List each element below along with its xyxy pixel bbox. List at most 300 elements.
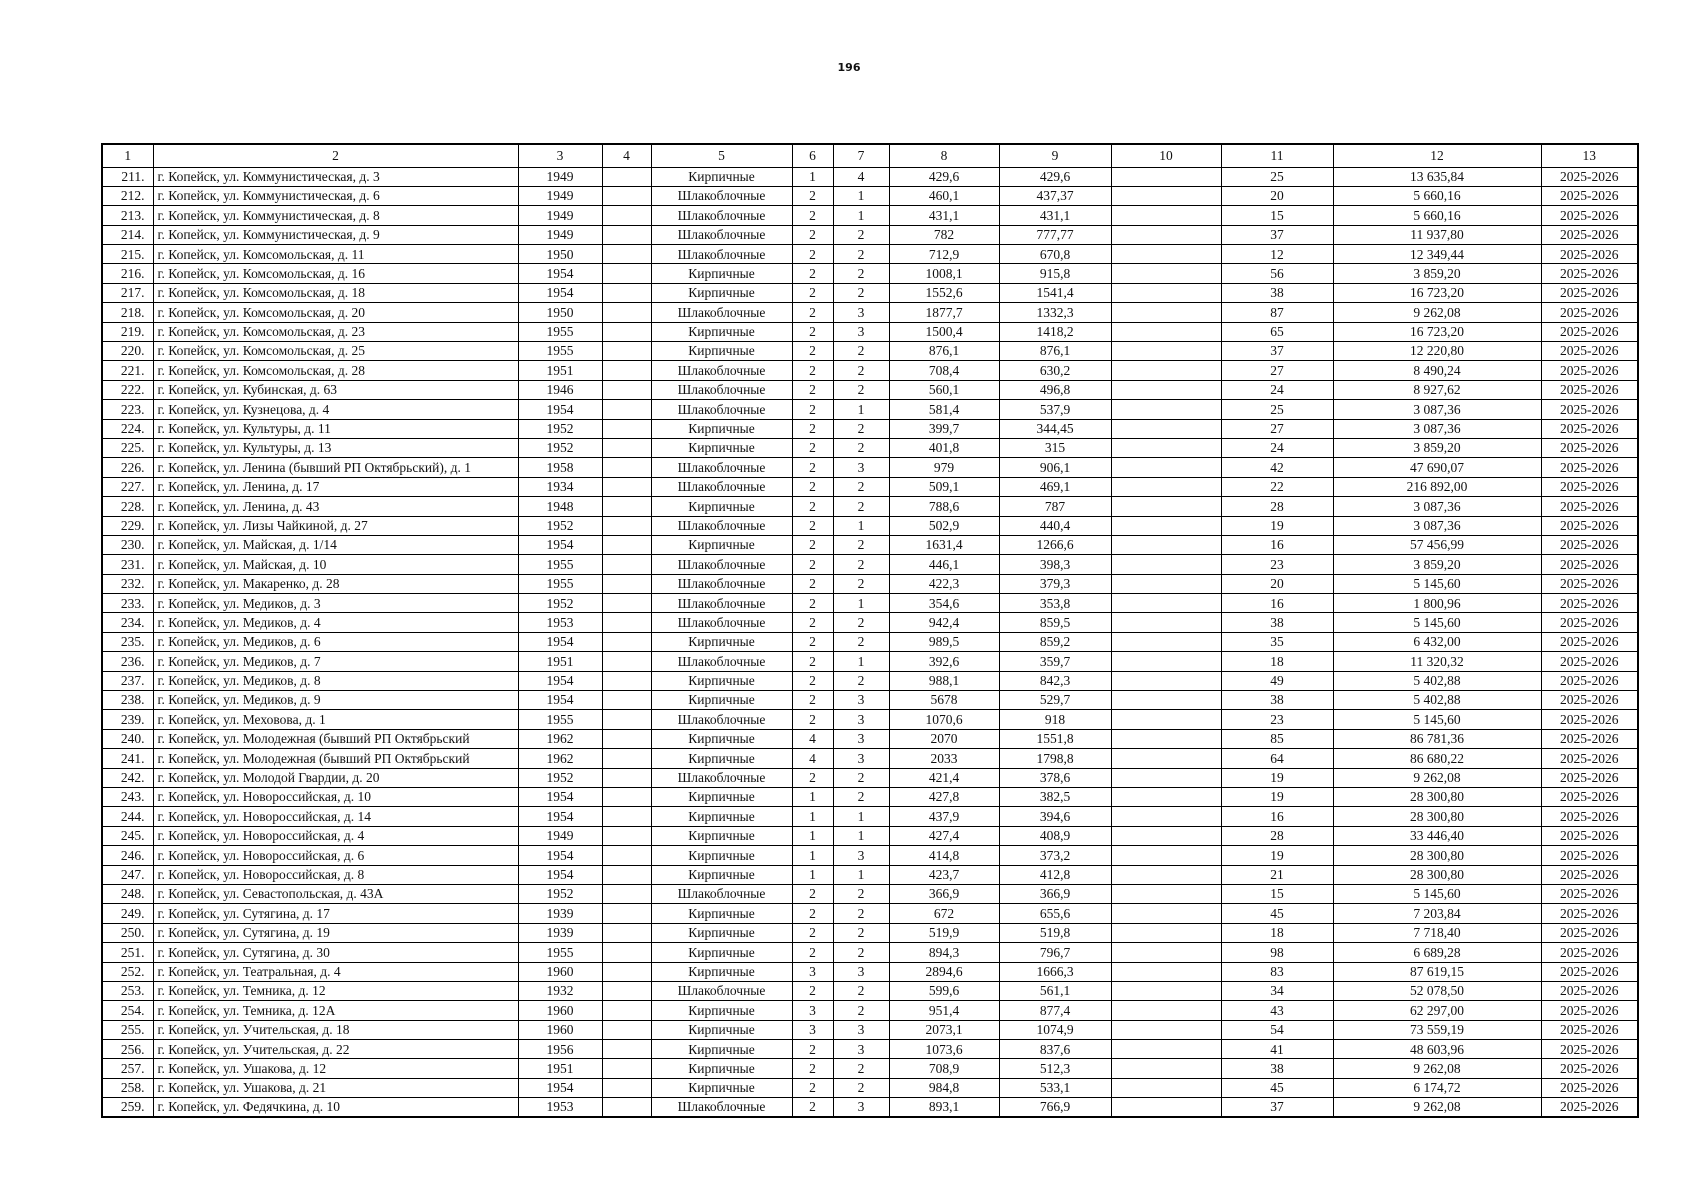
year-cell: 1951 bbox=[518, 1059, 602, 1078]
col6-cell: 1 bbox=[792, 865, 833, 884]
col12-cell: 3 859,20 bbox=[1333, 438, 1541, 457]
header-cell: 12 bbox=[1333, 144, 1541, 167]
col12-cell: 6 174,72 bbox=[1333, 1078, 1541, 1097]
table-row bbox=[102, 594, 1638, 613]
col4-cell bbox=[602, 1078, 651, 1097]
col9-cell: 359,7 bbox=[999, 652, 1111, 671]
year-cell: 1949 bbox=[518, 225, 602, 244]
col4-cell bbox=[602, 671, 651, 690]
table-row bbox=[102, 361, 1638, 380]
col12-cell: 1 800,96 bbox=[1333, 594, 1541, 613]
address-cell: г. Копейск, ул. Майская, д. 1/14 bbox=[153, 535, 518, 554]
col11-cell: 27 bbox=[1221, 361, 1333, 380]
col4-cell bbox=[602, 1001, 651, 1020]
col8-cell: 1073,6 bbox=[889, 1040, 999, 1059]
col11-cell: 35 bbox=[1221, 632, 1333, 651]
col10-cell bbox=[1111, 691, 1221, 710]
table-row bbox=[102, 981, 1638, 1000]
col11-cell: 38 bbox=[1221, 613, 1333, 632]
col11-cell: 18 bbox=[1221, 652, 1333, 671]
col4-cell bbox=[602, 1098, 651, 1117]
address-cell: г. Копейск, ул. Медиков, д. 4 bbox=[153, 613, 518, 632]
address-cell: г. Копейск, ул. Новороссийская, д. 8 bbox=[153, 865, 518, 884]
col4-cell bbox=[602, 826, 651, 845]
table-row bbox=[102, 419, 1638, 438]
header-cell: 5 bbox=[651, 144, 792, 167]
row-number-cell: 245. bbox=[102, 826, 153, 845]
col8-cell: 5678 bbox=[889, 691, 999, 710]
table-row bbox=[102, 768, 1638, 787]
row-number-cell: 247. bbox=[102, 865, 153, 884]
wall-material-cell: Шлакоблочные bbox=[651, 361, 792, 380]
col10-cell bbox=[1111, 729, 1221, 748]
col7-cell: 1 bbox=[833, 206, 889, 225]
col10-cell bbox=[1111, 264, 1221, 283]
table-row bbox=[102, 1059, 1638, 1078]
period-cell: 2025-2026 bbox=[1541, 477, 1638, 496]
table-row bbox=[102, 671, 1638, 690]
col6-cell: 2 bbox=[792, 1040, 833, 1059]
period-cell: 2025-2026 bbox=[1541, 865, 1638, 884]
period-cell: 2025-2026 bbox=[1541, 1020, 1638, 1039]
col9-cell: 315 bbox=[999, 438, 1111, 457]
row-number-cell: 243. bbox=[102, 788, 153, 807]
col11-cell: 12 bbox=[1221, 245, 1333, 264]
col11-cell: 19 bbox=[1221, 788, 1333, 807]
col11-cell: 38 bbox=[1221, 691, 1333, 710]
col12-cell: 13 635,84 bbox=[1333, 167, 1541, 186]
col9-cell: 561,1 bbox=[999, 981, 1111, 1000]
col12-cell: 47 690,07 bbox=[1333, 458, 1541, 477]
col6-cell: 2 bbox=[792, 923, 833, 942]
row-number-cell: 231. bbox=[102, 555, 153, 574]
col7-cell: 2 bbox=[833, 1078, 889, 1097]
col4-cell bbox=[602, 458, 651, 477]
address-cell: г. Копейск, ул. Комсомольская, д. 23 bbox=[153, 322, 518, 341]
header-cell: 7 bbox=[833, 144, 889, 167]
period-cell: 2025-2026 bbox=[1541, 671, 1638, 690]
col7-cell: 2 bbox=[833, 555, 889, 574]
col9-cell: 412,8 bbox=[999, 865, 1111, 884]
col4-cell bbox=[602, 981, 651, 1000]
address-cell: г. Копейск, ул. Комсомольская, д. 20 bbox=[153, 303, 518, 322]
col6-cell: 2 bbox=[792, 652, 833, 671]
period-cell: 2025-2026 bbox=[1541, 1059, 1638, 1078]
col4-cell bbox=[602, 361, 651, 380]
col10-cell bbox=[1111, 361, 1221, 380]
col10-cell bbox=[1111, 342, 1221, 361]
table-body bbox=[102, 167, 1638, 1117]
period-cell: 2025-2026 bbox=[1541, 826, 1638, 845]
col11-cell: 21 bbox=[1221, 865, 1333, 884]
col9-cell: 918 bbox=[999, 710, 1111, 729]
col12-cell: 11 320,32 bbox=[1333, 652, 1541, 671]
period-cell: 2025-2026 bbox=[1541, 884, 1638, 903]
header-cell: 6 bbox=[792, 144, 833, 167]
col4-cell bbox=[602, 264, 651, 283]
col6-cell: 3 bbox=[792, 962, 833, 981]
col7-cell: 2 bbox=[833, 1001, 889, 1020]
col9-cell: 366,9 bbox=[999, 884, 1111, 903]
period-cell: 2025-2026 bbox=[1541, 303, 1638, 322]
col11-cell: 64 bbox=[1221, 749, 1333, 768]
col8-cell: 2070 bbox=[889, 729, 999, 748]
period-cell: 2025-2026 bbox=[1541, 380, 1638, 399]
col4-cell bbox=[602, 1020, 651, 1039]
col10-cell bbox=[1111, 1098, 1221, 1117]
address-cell: г. Копейск, ул. Сутягина, д. 19 bbox=[153, 923, 518, 942]
wall-material-cell: Шлакоблочные bbox=[651, 594, 792, 613]
wall-material-cell: Шлакоблочные bbox=[651, 884, 792, 903]
col8-cell: 560,1 bbox=[889, 380, 999, 399]
row-number-cell: 238. bbox=[102, 691, 153, 710]
col11-cell: 54 bbox=[1221, 1020, 1333, 1039]
table-row bbox=[102, 555, 1638, 574]
col4-cell bbox=[602, 632, 651, 651]
col10-cell bbox=[1111, 943, 1221, 962]
col8-cell: 2033 bbox=[889, 749, 999, 768]
table-row bbox=[102, 904, 1638, 923]
col9-cell: 537,9 bbox=[999, 400, 1111, 419]
year-cell: 1960 bbox=[518, 1001, 602, 1020]
col4-cell bbox=[602, 710, 651, 729]
address-cell: г. Копейск, ул. Новороссийская, д. 6 bbox=[153, 846, 518, 865]
col8-cell: 788,6 bbox=[889, 497, 999, 516]
wall-material-cell: Кирпичные bbox=[651, 438, 792, 457]
col8-cell: 427,4 bbox=[889, 826, 999, 845]
col9-cell: 437,37 bbox=[999, 186, 1111, 205]
col12-cell: 3 087,36 bbox=[1333, 419, 1541, 438]
col7-cell: 3 bbox=[833, 1020, 889, 1039]
col9-cell: 496,8 bbox=[999, 380, 1111, 399]
col9-cell: 670,8 bbox=[999, 245, 1111, 264]
col9-cell: 630,2 bbox=[999, 361, 1111, 380]
col10-cell bbox=[1111, 535, 1221, 554]
col8-cell: 708,4 bbox=[889, 361, 999, 380]
address-cell: г. Копейск, ул. Коммунистическая, д. 3 bbox=[153, 167, 518, 186]
col4-cell bbox=[602, 613, 651, 632]
col11-cell: 24 bbox=[1221, 438, 1333, 457]
col4-cell bbox=[602, 400, 651, 419]
table-row bbox=[102, 497, 1638, 516]
row-number-cell: 215. bbox=[102, 245, 153, 264]
table-row bbox=[102, 206, 1638, 225]
header-cell: 3 bbox=[518, 144, 602, 167]
period-cell: 2025-2026 bbox=[1541, 943, 1638, 962]
col9-cell: 440,4 bbox=[999, 516, 1111, 535]
row-number-cell: 240. bbox=[102, 729, 153, 748]
year-cell: 1954 bbox=[518, 283, 602, 302]
col4-cell bbox=[602, 342, 651, 361]
col10-cell bbox=[1111, 884, 1221, 903]
col11-cell: 38 bbox=[1221, 1059, 1333, 1078]
wall-material-cell: Кирпичные bbox=[651, 1040, 792, 1059]
col11-cell: 28 bbox=[1221, 497, 1333, 516]
col11-cell: 37 bbox=[1221, 1098, 1333, 1117]
period-cell: 2025-2026 bbox=[1541, 691, 1638, 710]
col9-cell: 382,5 bbox=[999, 788, 1111, 807]
col9-cell: 906,1 bbox=[999, 458, 1111, 477]
col8-cell: 427,8 bbox=[889, 788, 999, 807]
period-cell: 2025-2026 bbox=[1541, 923, 1638, 942]
col11-cell: 25 bbox=[1221, 400, 1333, 419]
col11-cell: 20 bbox=[1221, 186, 1333, 205]
col9-cell: 469,1 bbox=[999, 477, 1111, 496]
col4-cell bbox=[602, 1059, 651, 1078]
col10-cell bbox=[1111, 613, 1221, 632]
col8-cell: 894,3 bbox=[889, 943, 999, 962]
table-row bbox=[102, 535, 1638, 554]
wall-material-cell: Шлакоблочные bbox=[651, 400, 792, 419]
col7-cell: 2 bbox=[833, 768, 889, 787]
wall-material-cell: Кирпичные bbox=[651, 1059, 792, 1078]
row-number-cell: 237. bbox=[102, 671, 153, 690]
col10-cell bbox=[1111, 438, 1221, 457]
col9-cell: 398,3 bbox=[999, 555, 1111, 574]
col7-cell: 1 bbox=[833, 516, 889, 535]
period-cell: 2025-2026 bbox=[1541, 283, 1638, 302]
period-cell: 2025-2026 bbox=[1541, 186, 1638, 205]
row-number-cell: 225. bbox=[102, 438, 153, 457]
col6-cell: 2 bbox=[792, 186, 833, 205]
row-number-cell: 214. bbox=[102, 225, 153, 244]
wall-material-cell: Кирпичные bbox=[651, 826, 792, 845]
col11-cell: 15 bbox=[1221, 884, 1333, 903]
table-row bbox=[102, 652, 1638, 671]
col9-cell: 373,2 bbox=[999, 846, 1111, 865]
col11-cell: 27 bbox=[1221, 419, 1333, 438]
year-cell: 1954 bbox=[518, 691, 602, 710]
col12-cell: 5 402,88 bbox=[1333, 691, 1541, 710]
col11-cell: 28 bbox=[1221, 826, 1333, 845]
table-row bbox=[102, 438, 1638, 457]
col6-cell: 2 bbox=[792, 574, 833, 593]
col9-cell: 512,3 bbox=[999, 1059, 1111, 1078]
wall-material-cell: Кирпичные bbox=[651, 342, 792, 361]
col6-cell: 2 bbox=[792, 1098, 833, 1117]
table-row bbox=[102, 1098, 1638, 1117]
period-cell: 2025-2026 bbox=[1541, 1098, 1638, 1117]
col6-cell: 2 bbox=[792, 1059, 833, 1078]
col6-cell: 2 bbox=[792, 245, 833, 264]
address-cell: г. Копейск, ул. Сутягина, д. 30 bbox=[153, 943, 518, 962]
col9-cell: 344,45 bbox=[999, 419, 1111, 438]
col11-cell: 49 bbox=[1221, 671, 1333, 690]
header-cell: 4 bbox=[602, 144, 651, 167]
header-cell: 10 bbox=[1111, 144, 1221, 167]
col10-cell bbox=[1111, 768, 1221, 787]
year-cell: 1954 bbox=[518, 1078, 602, 1097]
col11-cell: 16 bbox=[1221, 594, 1333, 613]
table-row bbox=[102, 225, 1638, 244]
col4-cell bbox=[602, 167, 651, 186]
wall-material-cell: Кирпичные bbox=[651, 1020, 792, 1039]
col10-cell bbox=[1111, 1020, 1221, 1039]
address-cell: г. Копейск, ул. Молодежная (бывший РП Октябрьский bbox=[153, 749, 518, 768]
wall-material-cell: Шлакоблочные bbox=[651, 186, 792, 205]
col10-cell bbox=[1111, 245, 1221, 264]
row-number-cell: 253. bbox=[102, 981, 153, 1000]
col11-cell: 16 bbox=[1221, 807, 1333, 826]
col8-cell: 1877,7 bbox=[889, 303, 999, 322]
row-number-cell: 212. bbox=[102, 186, 153, 205]
col7-cell: 2 bbox=[833, 477, 889, 496]
wall-material-cell: Шлакоблочные bbox=[651, 652, 792, 671]
wall-material-cell: Шлакоблочные bbox=[651, 555, 792, 574]
table-row bbox=[102, 477, 1638, 496]
col9-cell: 1541,4 bbox=[999, 283, 1111, 302]
page-number: 196 bbox=[837, 61, 861, 74]
col4-cell bbox=[602, 283, 651, 302]
col12-cell: 9 262,08 bbox=[1333, 1098, 1541, 1117]
col4-cell bbox=[602, 438, 651, 457]
col11-cell: 45 bbox=[1221, 904, 1333, 923]
row-number-cell: 252. bbox=[102, 962, 153, 981]
address-cell: г. Копейск, ул. Коммунистическая, д. 8 bbox=[153, 206, 518, 225]
col7-cell: 3 bbox=[833, 691, 889, 710]
col7-cell: 4 bbox=[833, 167, 889, 186]
period-cell: 2025-2026 bbox=[1541, 846, 1638, 865]
wall-material-cell: Шлакоблочные bbox=[651, 516, 792, 535]
col7-cell: 1 bbox=[833, 826, 889, 845]
table-row bbox=[102, 1020, 1638, 1039]
col9-cell: 379,3 bbox=[999, 574, 1111, 593]
wall-material-cell: Кирпичные bbox=[651, 419, 792, 438]
col11-cell: 25 bbox=[1221, 167, 1333, 186]
address-cell: г. Копейск, ул. Темника, д. 12А bbox=[153, 1001, 518, 1020]
wall-material-cell: Шлакоблочные bbox=[651, 1098, 792, 1117]
col10-cell bbox=[1111, 652, 1221, 671]
col4-cell bbox=[602, 904, 651, 923]
col7-cell: 2 bbox=[833, 981, 889, 1000]
col9-cell: 533,1 bbox=[999, 1078, 1111, 1097]
col9-cell: 353,8 bbox=[999, 594, 1111, 613]
col10-cell bbox=[1111, 225, 1221, 244]
col7-cell: 3 bbox=[833, 1040, 889, 1059]
col12-cell: 3 859,20 bbox=[1333, 264, 1541, 283]
col7-cell: 1 bbox=[833, 807, 889, 826]
table-row bbox=[102, 691, 1638, 710]
col10-cell bbox=[1111, 1001, 1221, 1020]
col4-cell bbox=[602, 574, 651, 593]
wall-material-cell: Кирпичные bbox=[651, 788, 792, 807]
col4-cell bbox=[602, 846, 651, 865]
col11-cell: 34 bbox=[1221, 981, 1333, 1000]
table-row bbox=[102, 826, 1638, 845]
row-number-cell: 230. bbox=[102, 535, 153, 554]
address-cell: г. Копейск, ул. Коммунистическая, д. 6 bbox=[153, 186, 518, 205]
col10-cell bbox=[1111, 497, 1221, 516]
col6-cell: 2 bbox=[792, 497, 833, 516]
col12-cell: 9 262,08 bbox=[1333, 1059, 1541, 1078]
col10-cell bbox=[1111, 419, 1221, 438]
col6-cell: 2 bbox=[792, 594, 833, 613]
col12-cell: 5 660,16 bbox=[1333, 186, 1541, 205]
col10-cell bbox=[1111, 749, 1221, 768]
period-cell: 2025-2026 bbox=[1541, 768, 1638, 787]
col10-cell bbox=[1111, 1078, 1221, 1097]
row-number-cell: 241. bbox=[102, 749, 153, 768]
col4-cell bbox=[602, 807, 651, 826]
table-row bbox=[102, 574, 1638, 593]
col4-cell bbox=[602, 497, 651, 516]
col12-cell: 28 300,80 bbox=[1333, 865, 1541, 884]
col6-cell: 2 bbox=[792, 943, 833, 962]
col12-cell: 5 660,16 bbox=[1333, 206, 1541, 225]
col8-cell: 1552,6 bbox=[889, 283, 999, 302]
row-number-cell: 248. bbox=[102, 884, 153, 903]
col6-cell: 1 bbox=[792, 788, 833, 807]
col4-cell bbox=[602, 477, 651, 496]
row-number-cell: 223. bbox=[102, 400, 153, 419]
year-cell: 1952 bbox=[518, 419, 602, 438]
year-cell: 1953 bbox=[518, 613, 602, 632]
col11-cell: 38 bbox=[1221, 283, 1333, 302]
wall-material-cell: Кирпичные bbox=[651, 322, 792, 341]
col7-cell: 2 bbox=[833, 225, 889, 244]
row-number-cell: 229. bbox=[102, 516, 153, 535]
address-cell: г. Копейск, ул. Меховова, д. 1 bbox=[153, 710, 518, 729]
col8-cell: 988,1 bbox=[889, 671, 999, 690]
col6-cell: 2 bbox=[792, 264, 833, 283]
row-number-cell: 213. bbox=[102, 206, 153, 225]
col12-cell: 3 087,36 bbox=[1333, 497, 1541, 516]
year-cell: 1954 bbox=[518, 846, 602, 865]
table-row bbox=[102, 962, 1638, 981]
col7-cell: 3 bbox=[833, 710, 889, 729]
period-cell: 2025-2026 bbox=[1541, 497, 1638, 516]
col6-cell: 2 bbox=[792, 555, 833, 574]
col9-cell: 876,1 bbox=[999, 342, 1111, 361]
col4-cell bbox=[602, 380, 651, 399]
row-number-cell: 218. bbox=[102, 303, 153, 322]
col12-cell: 16 723,20 bbox=[1333, 283, 1541, 302]
address-cell: г. Копейск, ул. Культуры, д. 11 bbox=[153, 419, 518, 438]
wall-material-cell: Шлакоблочные bbox=[651, 710, 792, 729]
col12-cell: 87 619,15 bbox=[1333, 962, 1541, 981]
year-cell: 1952 bbox=[518, 594, 602, 613]
wall-material-cell: Кирпичные bbox=[651, 1001, 792, 1020]
year-cell: 1949 bbox=[518, 186, 602, 205]
col9-cell: 431,1 bbox=[999, 206, 1111, 225]
col11-cell: 41 bbox=[1221, 1040, 1333, 1059]
col12-cell: 9 262,08 bbox=[1333, 303, 1541, 322]
period-cell: 2025-2026 bbox=[1541, 555, 1638, 574]
col8-cell: 429,6 bbox=[889, 167, 999, 186]
col6-cell: 3 bbox=[792, 1020, 833, 1039]
col11-cell: 83 bbox=[1221, 962, 1333, 981]
col12-cell: 86 781,36 bbox=[1333, 729, 1541, 748]
wall-material-cell: Шлакоблочные bbox=[651, 245, 792, 264]
col10-cell bbox=[1111, 283, 1221, 302]
col7-cell: 2 bbox=[833, 923, 889, 942]
address-cell: г. Копейск, ул. Учительская, д. 18 bbox=[153, 1020, 518, 1039]
address-cell: г. Копейск, ул. Ленина (бывший РП Октябрьский), д. 1 bbox=[153, 458, 518, 477]
col7-cell: 2 bbox=[833, 380, 889, 399]
row-number-cell: 226. bbox=[102, 458, 153, 477]
table-row bbox=[102, 846, 1638, 865]
address-cell: г. Копейск, ул. Новороссийская, д. 10 bbox=[153, 788, 518, 807]
col6-cell: 2 bbox=[792, 419, 833, 438]
col4-cell bbox=[602, 943, 651, 962]
table-row bbox=[102, 632, 1638, 651]
col9-cell: 796,7 bbox=[999, 943, 1111, 962]
col12-cell: 5 402,88 bbox=[1333, 671, 1541, 690]
address-cell: г. Копейск, ул. Медиков, д. 6 bbox=[153, 632, 518, 651]
col10-cell bbox=[1111, 322, 1221, 341]
col4-cell bbox=[602, 555, 651, 574]
wall-material-cell: Шлакоблочные bbox=[651, 574, 792, 593]
